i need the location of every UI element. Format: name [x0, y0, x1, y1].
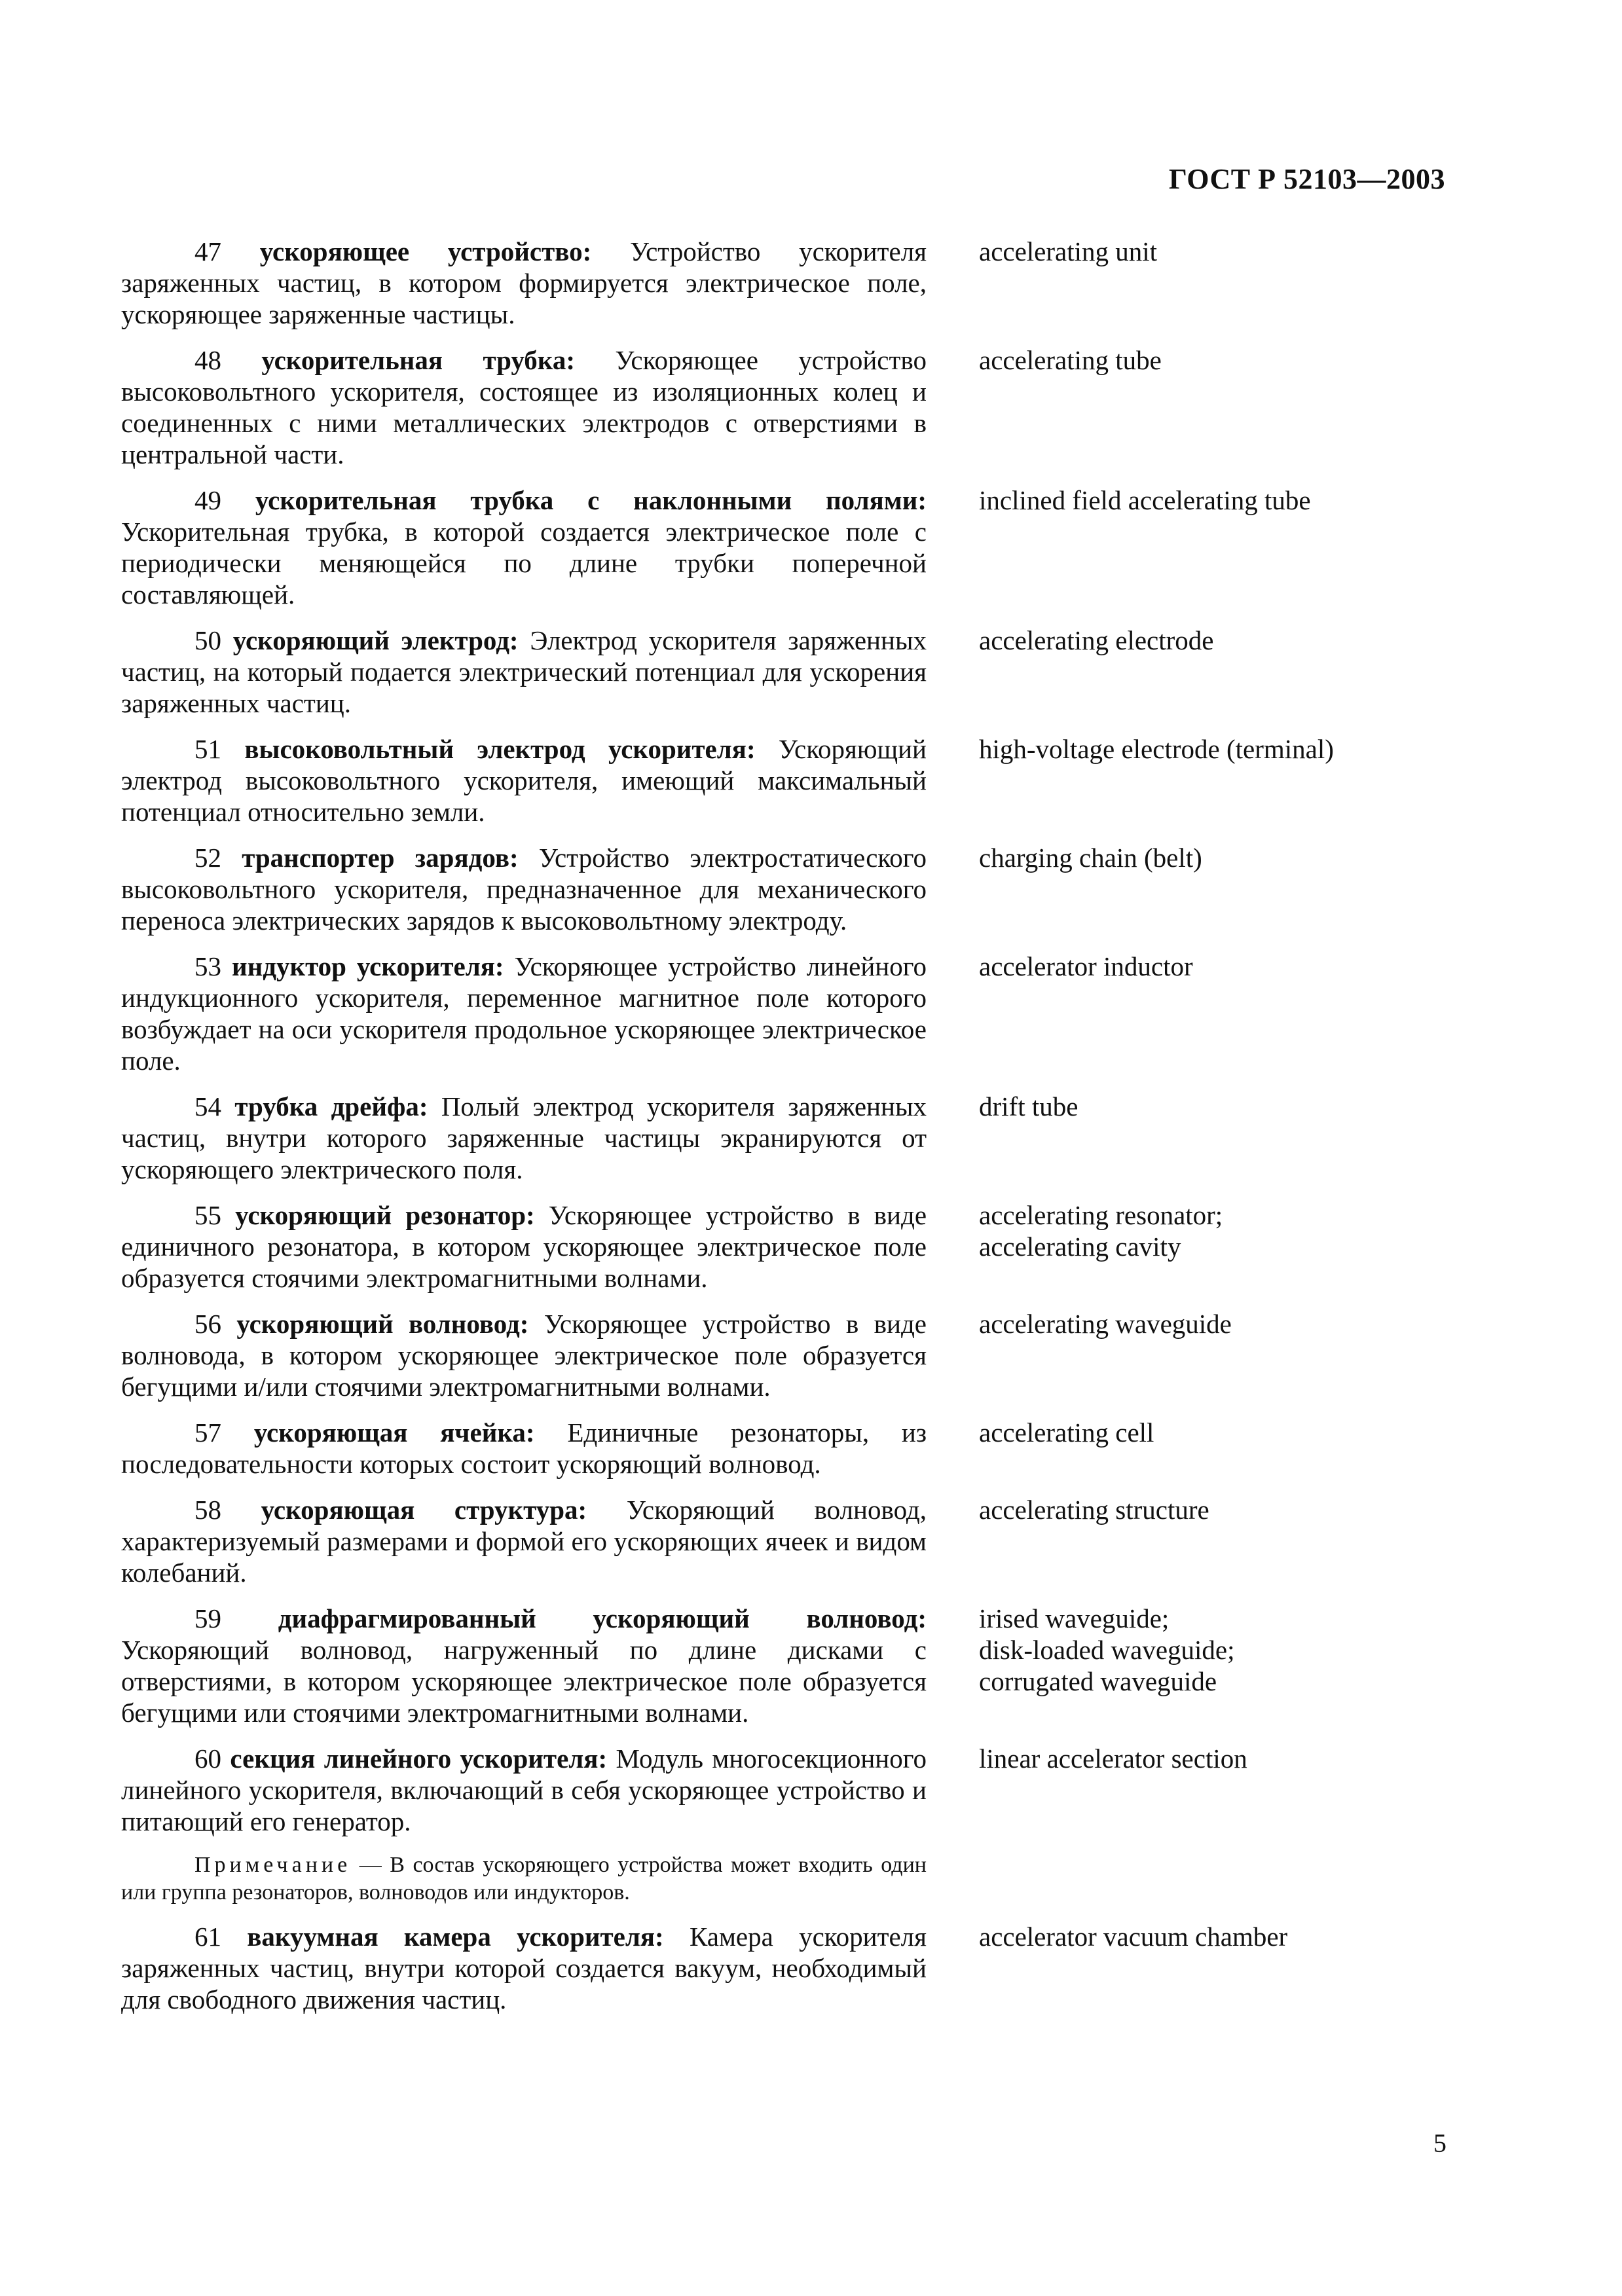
entry-number: 59 — [194, 1603, 221, 1633]
english-term: corrugated waveguide — [979, 1666, 1217, 1696]
term-entry-61 — [121, 1921, 1464, 2015]
term-entry-50 — [121, 625, 1464, 719]
term-name: ускоряющий волновод: — [236, 1309, 529, 1339]
term-definition: Ускоряющее устройство высоковольтного ускорителя, состоящее из изоляционных колец и соединенных с ними металлических электродов с отверстиями в центральной части. — [121, 345, 927, 469]
english-equivalent — [979, 1494, 1464, 1525]
english-term: accelerating electrode — [979, 625, 1214, 655]
entries-container-after-note — [121, 1921, 1464, 2015]
term-definition: Модуль многосекционного линейного ускорителя, включающий в себя ускоряющее устройство и питающий его генератор. — [121, 1743, 927, 1836]
russian-definition — [121, 1308, 927, 1402]
english-equivalent — [979, 1603, 1464, 1697]
entry-number: 55 — [194, 1200, 221, 1230]
russian-definition — [121, 625, 927, 719]
entry-number: 52 — [194, 843, 221, 873]
entry-number: 56 — [194, 1309, 221, 1339]
term-entry-58 — [121, 1494, 1464, 1588]
russian-definition — [121, 1417, 927, 1480]
term-entry-54 — [121, 1091, 1464, 1185]
english-term: linear accelerator section — [979, 1743, 1247, 1774]
term-definition: Единичные резонаторы, из последовательности которых состоит ускоряющий волновод. — [121, 1417, 927, 1479]
entry-number: 48 — [194, 345, 221, 375]
russian-definition — [121, 1199, 927, 1294]
term-name: ускоряющий электрод: — [232, 625, 519, 655]
term-entry-60 — [121, 1743, 1464, 1837]
english-term: charging chain (belt) — [979, 843, 1202, 873]
term-entry-56 — [121, 1308, 1464, 1402]
term-definition: Устройство ускорителя заряженных частиц, в котором формируется электрическое поле, ускоряющее заряженные частицы. — [121, 236, 927, 329]
term-definition: Ускоряющее устройство линейного индукционного ускорителя, переменное магнитное поле которого возбуждает на оси ускорителя продольное ускоряющее электрическое поле. — [121, 951, 927, 1076]
term-name: секция линейного ускорителя: — [230, 1743, 608, 1774]
document-header: ГОСТ Р 52103—2003 — [1168, 163, 1445, 195]
term-definition: Ускоряющий волновод, нагруженный по длине дисками с отверстиями, в котором ускоряющее электрическое поле образуется бегущими или стоячими электромагнитными волнами. — [121, 1635, 927, 1728]
english-equivalent — [979, 1091, 1464, 1122]
russian-definition — [121, 842, 927, 936]
english-term: accelerating tube — [979, 345, 1162, 375]
page-number: 5 — [1433, 2128, 1447, 2158]
entry-number: 61 — [194, 1922, 221, 1952]
russian-definition — [121, 951, 927, 1076]
term-definition: Камера ускорителя заряженных частиц, внутри которой создается вакуум, необходимый для свободного движения частиц. — [121, 1922, 927, 2014]
term-entry-52 — [121, 842, 1464, 936]
entry-number: 50 — [194, 625, 221, 655]
term-entry-47 — [121, 236, 1464, 330]
english-term: accelerating resonator; — [979, 1200, 1223, 1230]
term-definition: Электрод ускорителя заряженных частиц, на который подается электрический потенциал для ускорения заряженных частиц. — [121, 625, 927, 718]
term-definition: Ускоряющее устройство в виде единичного резонатора, в котором ускоряющее электрическое поле образуется стоячими электромагнитными волнами. — [121, 1200, 927, 1293]
entry-number: 49 — [194, 485, 221, 515]
term-entry-53 — [121, 951, 1464, 1076]
term-name: высоковольтный электрод ускорителя: — [244, 734, 756, 764]
term-entry-49 — [121, 484, 1464, 610]
russian-definition — [121, 1603, 927, 1728]
term-name: ускорительная трубка: — [261, 345, 575, 375]
term-name: трубка дрейфа: — [234, 1091, 428, 1121]
english-term: accelerator vacuum chamber — [979, 1922, 1288, 1952]
note-text: — В состав ускоряющего устройства может входить один или группа резонаторов, волноводов или индукторов. — [121, 1853, 927, 1904]
english-term: accelerating cell — [979, 1417, 1154, 1448]
term-name: индуктор ускорителя: — [231, 951, 504, 981]
russian-definition — [121, 1494, 927, 1588]
term-name: ускорительная трубка с наклонными полями: — [255, 485, 927, 515]
term-name: ускоряющее устройство: — [259, 236, 592, 266]
english-term: accelerating cavity — [979, 1231, 1181, 1262]
term-name: диафрагмированный ускоряющий волновод: — [278, 1603, 927, 1633]
english-equivalent — [979, 1417, 1464, 1448]
english-equivalent — [979, 733, 1464, 765]
english-term: high-voltage electrode (terminal) — [979, 734, 1334, 764]
entry-number: 58 — [194, 1495, 221, 1525]
english-equivalent — [979, 1199, 1464, 1262]
entry-number: 60 — [194, 1743, 221, 1774]
entry-number: 54 — [194, 1091, 221, 1121]
term-name: ускоряющая ячейка: — [253, 1417, 535, 1448]
english-term: irised waveguide; — [979, 1603, 1170, 1633]
term-entry-55 — [121, 1199, 1464, 1294]
english-equivalent — [979, 484, 1464, 516]
note-label: Примечание — [194, 1853, 352, 1877]
term-definition: Устройство электростатического высоковольтного ускорителя, предназначенное для механического переноса электрических зарядов к высоковольтному электроду. — [121, 843, 927, 936]
russian-definition — [121, 1921, 927, 2015]
english-term: accelerating unit — [979, 236, 1158, 266]
english-term: inclined field accelerating tube — [979, 485, 1311, 515]
russian-definition — [121, 344, 927, 470]
term-definition: Полый электрод ускорителя заряженных частиц, внутри которого заряженные частицы экранируются от ускоряющего электрического поля. — [121, 1091, 927, 1184]
term-entry-59 — [121, 1603, 1464, 1728]
term-definition: Ускоряющее устройство в виде волновода, в котором ускоряющее электрическое поле образуется бегущими и/или стоячими электромагнитными волнами. — [121, 1309, 927, 1402]
russian-definition — [121, 236, 927, 330]
entries-container — [121, 236, 1464, 1837]
russian-definition — [121, 484, 927, 610]
term-name: ускоряющая структура: — [261, 1495, 587, 1525]
term-definition: Ускорительная трубка, в которой создается электрическое поле с периодически меняющейся по длине трубки поперечной составляющей. — [121, 517, 927, 610]
term-name: вакуумная камера ускорителя: — [247, 1922, 664, 1952]
english-equivalent — [979, 1308, 1464, 1339]
note — [121, 1851, 927, 1906]
english-term: accelerating structure — [979, 1495, 1209, 1525]
english-equivalent — [979, 842, 1464, 873]
russian-definition — [121, 1743, 927, 1837]
term-definition: Ускоряющий волновод, характеризуемый размерами и формой его ускоряющих ячеек и видом колебаний. — [121, 1495, 927, 1588]
term-name: ускоряющий резонатор: — [235, 1200, 535, 1230]
english-term: disk-loaded waveguide; — [979, 1635, 1235, 1665]
entry-number: 53 — [194, 951, 221, 981]
english-term: accelerating waveguide — [979, 1309, 1232, 1339]
english-equivalent — [979, 344, 1464, 376]
english-equivalent — [979, 1921, 1464, 1952]
russian-definition — [121, 1091, 927, 1185]
term-definition: Ускоряющий электрод высоковольтного ускорителя, имеющий максимальный потенциал относительно земли. — [121, 734, 927, 827]
english-equivalent — [979, 625, 1464, 656]
entry-number: 57 — [194, 1417, 221, 1448]
english-equivalent — [979, 236, 1464, 267]
english-equivalent — [979, 951, 1464, 982]
term-name: транспортер зарядов: — [242, 843, 519, 873]
english-term: drift tube — [979, 1091, 1078, 1121]
term-entry-57 — [121, 1417, 1464, 1480]
term-list — [121, 236, 1464, 2030]
russian-definition — [121, 733, 927, 828]
entry-number: 47 — [194, 236, 221, 266]
term-entry-51 — [121, 733, 1464, 828]
entry-number: 51 — [194, 734, 221, 764]
english-term: accelerator inductor — [979, 951, 1193, 981]
english-equivalent — [979, 1743, 1464, 1774]
term-entry-48 — [121, 344, 1464, 470]
